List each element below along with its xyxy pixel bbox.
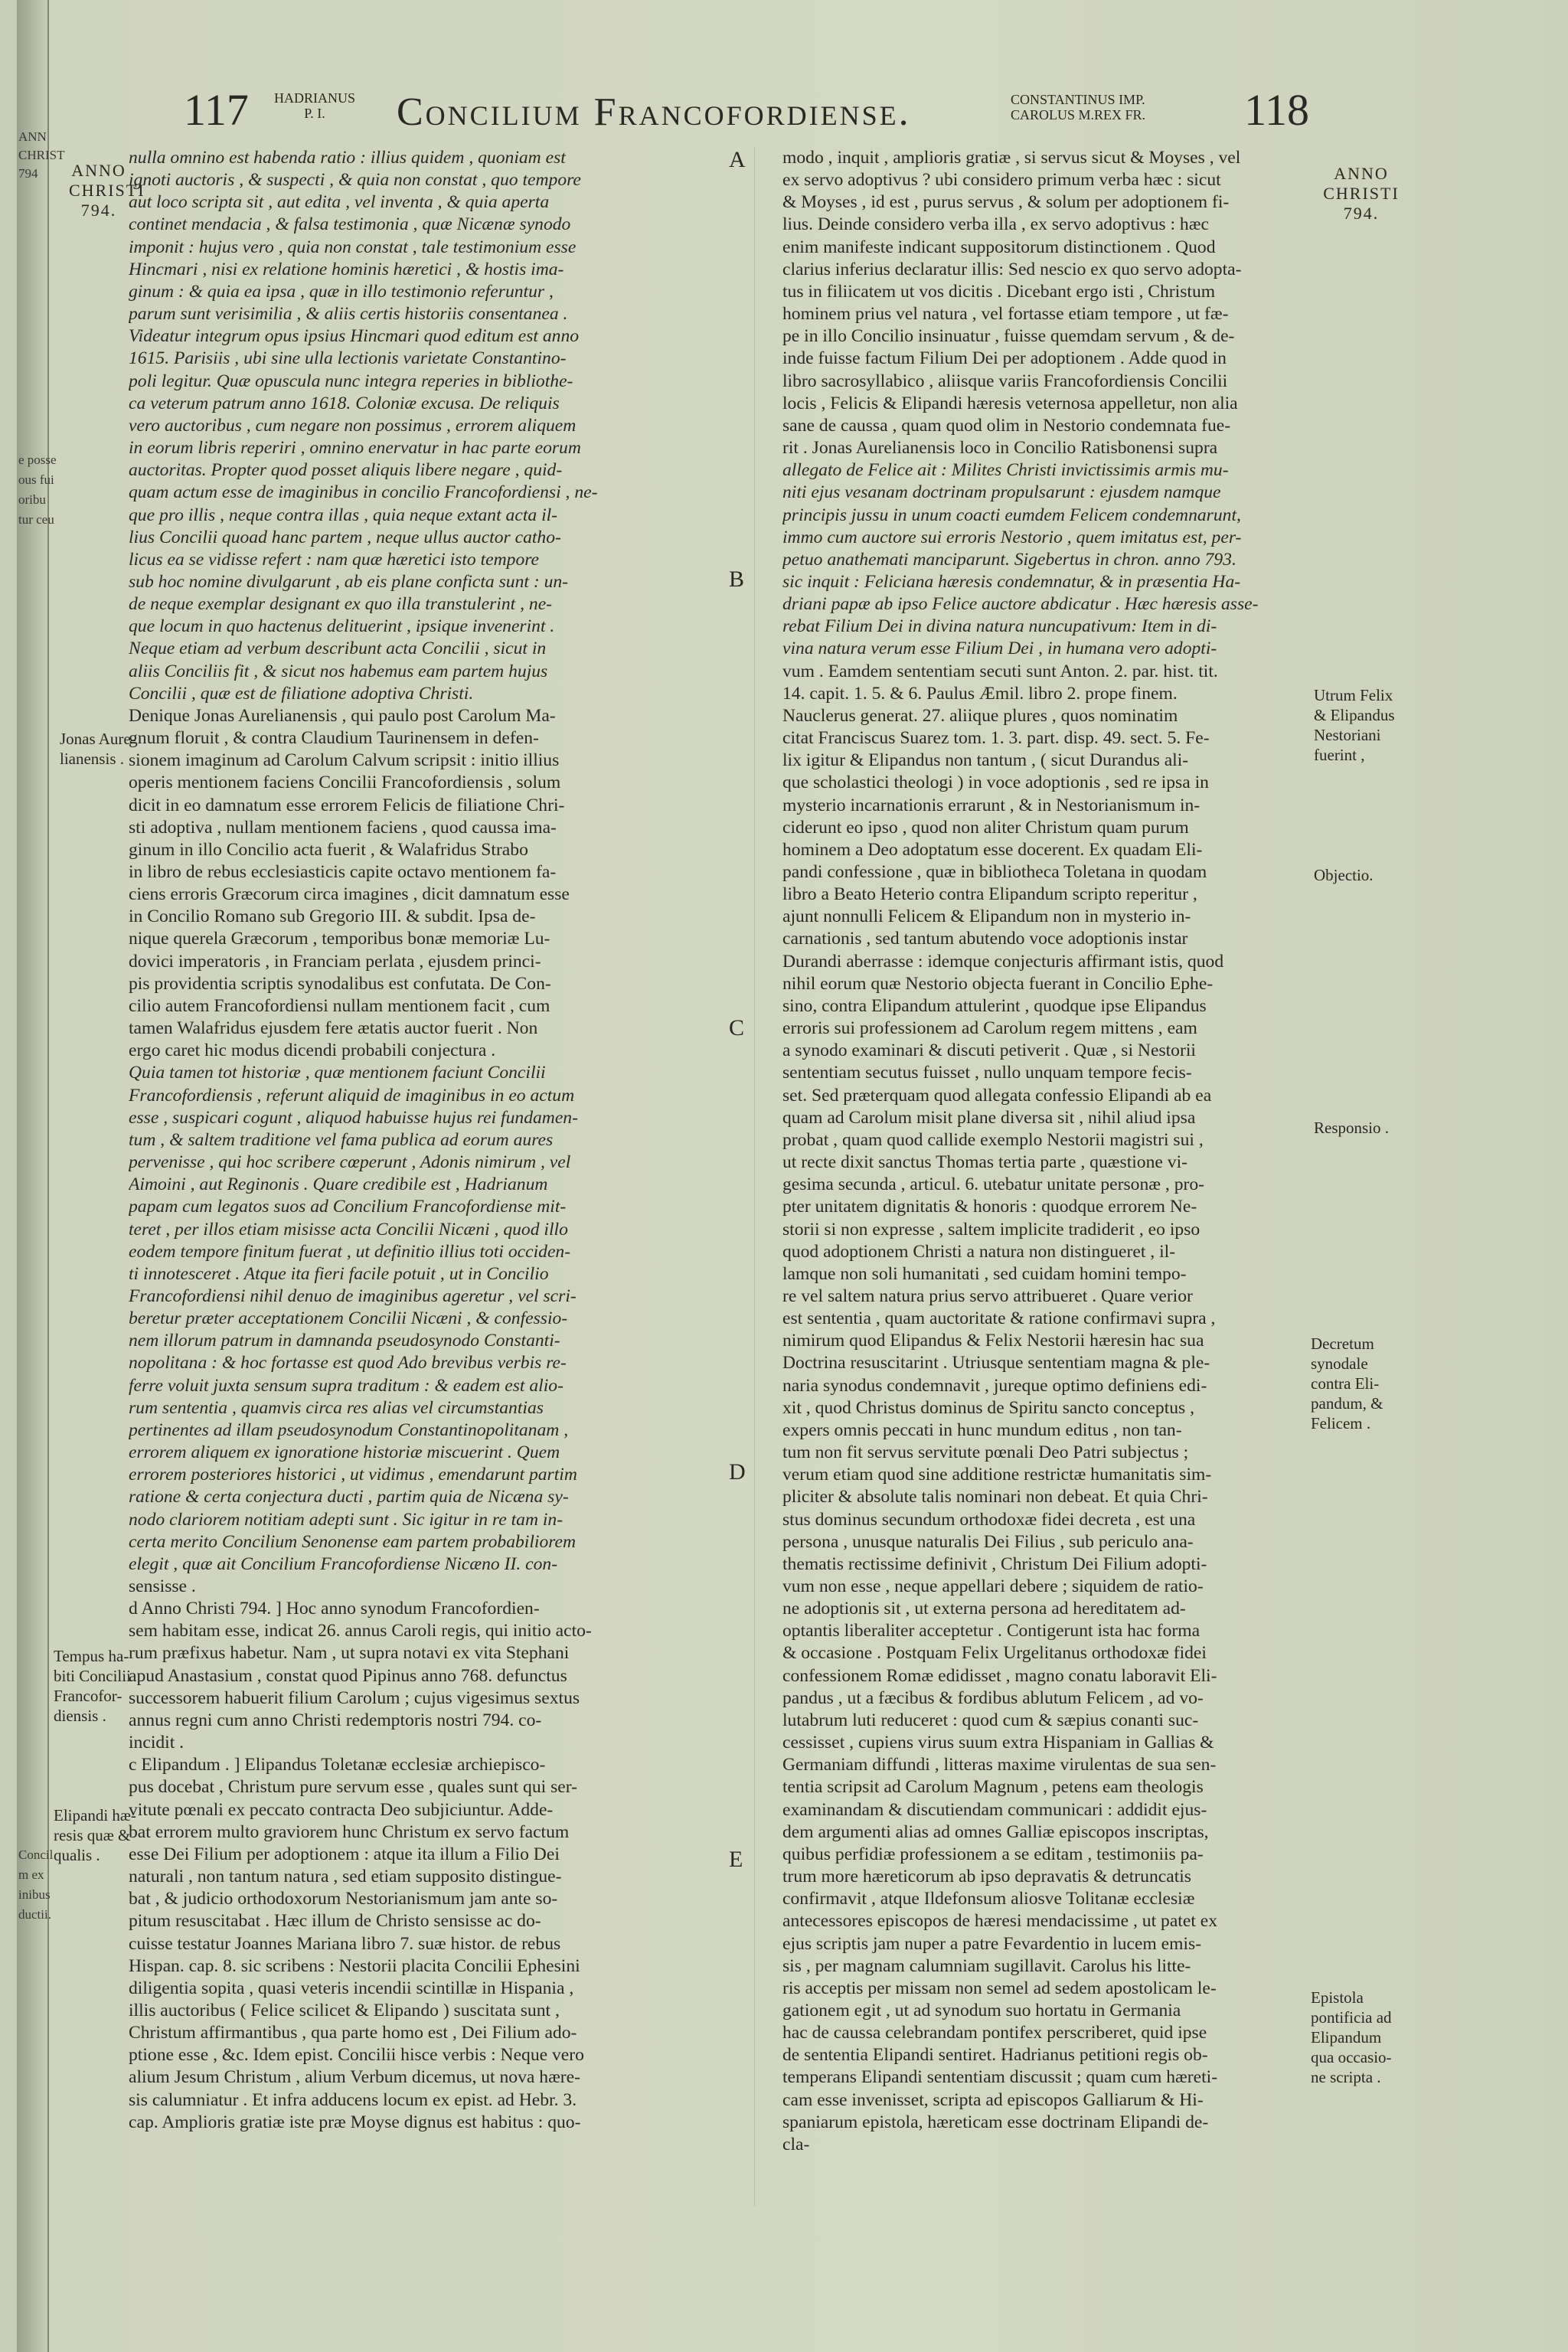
margin-note-line: Jonas Aure- [60, 730, 136, 748]
text-line: poli legitur. Quæ opuscula nunc integra reperies in bibliothe- [129, 371, 573, 391]
text-line: clarius inferius declaratur illis: Sed nescio ex quo servo adopta- [782, 259, 1242, 279]
margin-year-line: 794. [80, 201, 117, 220]
text-line: pus docebat , Christum pure servum esse , quales sunt qui ser- [129, 1777, 577, 1798]
text-line: allegato de Felice ait : Milites Christi invictissimis armis mu- [782, 460, 1229, 481]
margin-note-line: Responsio . [1314, 1119, 1390, 1137]
text-line: ciens erroris Græcorum circa imagines , dicit damnatum esse [129, 884, 570, 905]
text-line: mysterio incarnationis errarunt , & in Nestorianismum in- [782, 795, 1200, 815]
text-line: nulla omnino est habenda ratio : illius quidem , quoniam est [129, 148, 566, 168]
margin-note-line: pandum, & [1311, 1394, 1383, 1413]
text-line: elegit , quæ ait Concilium Francofordiense Nicæno II. con- [129, 1553, 558, 1574]
text-line: sis , per magnam calumniam sugillavit. Carolus his litte- [782, 1955, 1191, 1976]
text-line: vina natura verum esse Filium Dei , in humana vero adopti- [782, 639, 1217, 659]
text-line: libro a Beato Heterio contra Elipandum scripto reperitur , [782, 884, 1197, 905]
text-line: vum non esse , neque appellari debere ; siquidem de ratio- [782, 1576, 1204, 1596]
text-line: stus dominus secundum orthodoxæ fidei decreta , est una [782, 1509, 1196, 1530]
text-line: ergo caret hic modus dicendi probabili conjectura . [129, 1040, 496, 1061]
margin-note-line: qualis . [54, 1846, 100, 1864]
text-line: sti adoptiva , nullam mentionem faciens , quod caussa ima- [129, 817, 557, 838]
text-line: erroris sui professionem ad Carolum regem mittens , eam [782, 1018, 1197, 1039]
margin-year-line: CHRISTI [69, 181, 145, 200]
margin-note-utrum [1314, 685, 1395, 765]
text-line: gesima secunda , articul. 6. utebatur unitate personæ , pro- [782, 1174, 1205, 1195]
text-line: nem illorum patrum in damnanda pseudosynodo Constanti- [129, 1331, 560, 1351]
text-line: naria synodus condemnavit , jureque optimo definiens edi- [782, 1375, 1207, 1396]
margin-note-jonas [60, 729, 136, 769]
text-line: sem habitam esse, indicat 26. annus Caroli regis, qui initio acto- [129, 1621, 592, 1642]
text-line: cessisset , cupiens virus suum extra Hispaniam in Gallias & [782, 1733, 1214, 1753]
text-line: Denique Jonas Aurelianensis , qui paulo post Carolum Ma- [129, 705, 556, 726]
text-line: examinandam & discutiendam communicari : addidit ejus- [782, 1799, 1207, 1820]
text-line: immo cum auctore sui erroris Nestorio , quem imitatus est, per- [782, 527, 1242, 547]
text-line: de neque exemplar designant ex quo illa transtulerint , ne- [129, 594, 553, 615]
margin-note-line: biti Concilii [54, 1667, 131, 1685]
text-line: dovici imperatoris , in Franciam perlata , ejusdem princi- [129, 951, 541, 972]
margin-note-decretum [1311, 1334, 1383, 1433]
running-head-left [274, 90, 355, 121]
text-line: quam actum esse de imaginibus in concilio Francofordiensi , ne- [129, 482, 598, 503]
text-line: Hispan. cap. 8. sic scribens : Nestorii placita Concilii Ephesini [129, 1955, 580, 1976]
text-line: nodo clariorem notitiam adepti sunt . Sic igitur in re tam in- [129, 1509, 564, 1530]
text-line: est sententia , quam auctoritate & ratione confirmavi supra , [782, 1308, 1216, 1329]
text-line: naturali , non tantum natura , sed etiam supposito distingue- [129, 1867, 562, 1887]
text-line: Aimoini , aut Reginonis . Quare credibile est , Hadrianum [129, 1174, 548, 1195]
text-line: pandus , ut a fæcibus & fordibus ablutum Felicem , ad vo- [782, 1687, 1204, 1708]
section-letter-b: B [729, 567, 745, 592]
text-line: bat , & judicio orthodoxorum Nestorianismum jam ante so- [129, 1889, 558, 1909]
text-line: annus regni cum anno Christi redemptoris nostri 794. co- [129, 1710, 542, 1730]
text-line: Videatur integrum opus ipsius Hincmari quod editum est anno [129, 326, 580, 347]
text-line: locis , Felicis & Elipandi hæresis veternosa appelletur, non alia [782, 393, 1238, 413]
text-line: thematis rectissime definivit , Christum Dei Filium adopti- [782, 1553, 1207, 1574]
running-head-right [1011, 92, 1145, 122]
text-line: optantis liberaliter acceptetur . Contigerunt ista hac forma [782, 1621, 1200, 1642]
text-line: tentia scripsit ad Carolum Magnum , petens eam theologis [782, 1777, 1204, 1798]
margin-note-line: Elipandi hæ- [54, 1806, 136, 1824]
margin-note-line: diensis . [54, 1707, 106, 1725]
text-line: pertinentes ad illam pseudosynodum Constantinopolitanam , [129, 1419, 569, 1440]
text-column-right [782, 147, 1308, 2156]
text-line: Neque etiam ad verbum describunt acta Concilii , sicut in [129, 639, 547, 659]
text-line: antecessores episcopos de hæresi mendacissime , ut patet ex [782, 1911, 1218, 1932]
text-line: libro sacrosyllabico , aliisque variis Francofordiensis Concilii [782, 371, 1228, 391]
text-line: verum etiam quod sine additione restrictæ humanitatis sim- [782, 1465, 1212, 1485]
text-line: sub hoc nomine divulgarunt , ab eis plane conficta sunt : un- [129, 571, 569, 592]
page-number-right: 118 [1244, 85, 1309, 135]
text-line: citat Franciscus Suarez tom. 1. 3. part. disp. 49. sect. 5. Fe- [782, 728, 1210, 749]
text-line: hominem a Deo adoptatum esse docerent. Ex quadam Eli- [782, 839, 1203, 860]
running-head-line: P. I. [304, 106, 325, 121]
text-line: Francofordiensi nihil denuo de imaginibus ageretur , vel scri- [129, 1285, 577, 1306]
text-line: teret , per illos etiam misisse acta Concilii Nicæni , quod illo [129, 1219, 568, 1240]
strip-line: Concil [18, 1847, 54, 1862]
text-line: lix igitur & Elipandus non tantum , ( sicut Durandus ali- [782, 750, 1189, 771]
margin-note-tempus [54, 1646, 131, 1726]
text-line: nihil eorum quæ Nestorio objecta fuerant in Concilio Ephe- [782, 973, 1214, 994]
text-line: Quia tamen tot historiæ , quæ mentionem faciunt Concilii [129, 1063, 546, 1083]
margin-note-responsio [1314, 1118, 1389, 1138]
text-line: a synodo examinari & discuti petiverit . Quæ , si Nestorii [782, 1040, 1196, 1061]
text-line: pervenisse , qui hoc scribere cœperunt , Adonis nimirum , vel [129, 1152, 571, 1173]
text-line: pliciter & absolute talis nominari non debeat. Et quia Chri- [782, 1487, 1208, 1508]
text-line: driani papæ ab ipso Felice auctore abdicatur . Hæc hæresis asse- [782, 594, 1259, 615]
text-line: xit , quod Christus dominus de Spiritu sancto conceptus , [782, 1397, 1195, 1418]
text-line: ex servo adoptivus ? ubi considero primum verba hæc : sicut [782, 170, 1221, 191]
text-line: nopolitana : & hoc fortasse est quod Ado brevibus verbis re- [129, 1353, 567, 1374]
text-line: tum , & saltem traditione vel fama publica ad eorum aures [129, 1129, 554, 1150]
margin-note-line: lianensis . [60, 750, 124, 768]
margin-note-line: Decretum [1311, 1334, 1374, 1353]
strip-line: 794 [18, 166, 38, 181]
margin-year-line: CHRISTI [1323, 184, 1400, 203]
text-line: rum sententia , quamvis circa res alias vel circumstantias [129, 1397, 544, 1418]
text-line: enim manifeste indicant suppositorum distinctionem . Quod [782, 237, 1216, 257]
text-line: imponit : hujus vero , quia non constat , tale testimonium esse [129, 237, 577, 257]
text-line: ginum : & quia ea ipsa , quæ in illo testimonio referuntur , [129, 281, 554, 302]
text-line: aliis Conciliis fit , & sicut nos habemus eam partem hujus [129, 661, 548, 681]
text-line: pis providentia scriptis synodalibus est confutata. De Con- [129, 973, 551, 994]
text-line: sensisse . [129, 1576, 196, 1596]
text-line: carnationis , sed tantum abutendo voce adoptionis instar [782, 929, 1188, 949]
text-line: persona , unusque naturalis Dei Filius , sub periculo ana- [782, 1531, 1194, 1552]
text-line: auctoritas. Propter quod posset aliquis libere negare , quid- [129, 460, 563, 481]
text-line: cap. Amplioris gratiæ iste præ Moyse dignus est habitus : quo- [129, 2112, 581, 2132]
text-line: aut loco scripta sit , aut edita , vel inventa , & quia aperta [129, 192, 550, 213]
text-line: cla- [782, 2134, 810, 2154]
text-line: sino, contra Elipandum attulerint , quodque ipse Elipandus [782, 995, 1207, 1016]
text-line: sane de caussa , quam quod olim in Nestorio condemnata fue- [782, 415, 1231, 436]
text-line: ne adoptionis sit , ut externa persona ad hereditatem ad- [782, 1599, 1186, 1619]
margin-note-line: ne scripta . [1311, 2068, 1381, 2086]
section-letter-d: D [729, 1459, 746, 1485]
margin-year-right [1315, 164, 1407, 224]
text-line: nique querela Græcorum , temporibus bonæ memoriæ Lu- [129, 929, 550, 949]
text-line: & occasione . Postquam Felix Urgelitanus orthodoxæ fidei [782, 1643, 1207, 1664]
text-line: incidit . [129, 1733, 185, 1753]
text-line: ca veterum patrum anno 1618. Coloniæ excusa. De reliquis [129, 393, 560, 413]
text-line: quam ad Carolum misit plane diversa sit , nihil aliud ipsa [782, 1107, 1196, 1128]
text-line: principis jussu in unum coacti eumdem Felicem condemnarunt, [782, 505, 1241, 525]
text-line: ti innotesceret . Atque ita fieri facile potuit , ut in Concilio [129, 1263, 549, 1284]
text-line: re vel saltem natura prius servo attribueret . Quare verior [782, 1285, 1193, 1306]
strip-line: tur ceu [18, 512, 54, 527]
text-line: temperans Elipandi sententiam discussit ; quam cum hæreti- [782, 2067, 1218, 2088]
margin-note-line: qua occasio- [1311, 2048, 1392, 2066]
text-line: set. Sed præterquam quod allegata confessio Elipandi ab ea [782, 1085, 1212, 1106]
text-line: ejus scriptis jam nuper a patre Fevardentio in lucem emis- [782, 1933, 1202, 1954]
text-line: alium Jesum Christum , alium Verbum dicemus, ut nova hære- [129, 2067, 580, 2088]
text-line: diligentia sopita , quasi veteris incendii scintillæ in Hispania , [129, 1978, 574, 1998]
running-head-line: CONSTANTINUS IMP. [1011, 92, 1145, 107]
text-line: in Concilio Romano sub Gregorio III. & subdit. Ipsa de- [129, 906, 536, 927]
margin-note-line: Nestoriani [1314, 726, 1381, 744]
section-letter-a: A [729, 147, 746, 172]
text-line: apud Anastasium , constat quod Pipinus anno 768. defunctus [129, 1665, 567, 1686]
margin-note-line: Utrum Felix [1314, 686, 1393, 704]
margin-year-line: ANNO [1334, 164, 1389, 183]
text-line: lamque non soli humanitati , sed cuidam homini tempo- [782, 1263, 1187, 1284]
text-line: in libro de rebus ecclesiasticis capite octavo mentionem fa- [129, 862, 557, 882]
text-line: lutabrum luti reduceret : quod cum & sæpius conanti suc- [782, 1710, 1199, 1730]
margin-note-line: synodale [1311, 1354, 1368, 1373]
strip-line: ous fui [18, 472, 54, 487]
text-line: sis calumniatur . Et infra adducens locum ex epist. ad Hebr. 3. [129, 2089, 577, 2110]
text-line: beretur præter acceptationem Concilii Nicæni , & confessio- [129, 1308, 568, 1329]
margin-note-line: Epistola [1311, 1988, 1364, 2007]
text-line: cam esse invenisset, scripta ad episcopos Galliarum & Hi- [782, 2089, 1204, 2110]
text-line: sic inquit : Feliciana hæresis condemnatur, & in præsentia Ha- [782, 571, 1241, 592]
text-line: Francofordiensis , referunt aliquid de imaginibus in eo actum [129, 1085, 575, 1106]
margin-note-epistola [1311, 1988, 1392, 2087]
text-line: pandi confessione , quæ in bibliotheca Toletana in quodam [782, 862, 1207, 882]
text-line: Durandi aberrasse : idemque conjecturis affirmant istis, quod [782, 951, 1224, 972]
text-line: petuo anathemati manciparunt. Sigebertus in chron. anno 793. [782, 549, 1236, 570]
text-line: que scholastici theologi ) in voce adoptionis , sed re ipsa in [782, 773, 1209, 793]
text-line: certa merito Concilium Senonense eam partem probabiliorem [129, 1531, 577, 1552]
text-line: vum . Eamdem sententiam secuti sunt Anton. 2. par. hist. tit. [782, 661, 1218, 681]
running-head-line: CAROLUS M.REX FR. [1011, 107, 1146, 122]
margin-note-line: & Elipandus [1314, 706, 1395, 724]
text-line: tamen Walafridus ejusdem fere ætatis auctor fuerit . Non [129, 1018, 538, 1039]
text-line: dem argumenti alias ad omnes Galliæ episcopos inscriptas, [782, 1821, 1209, 1842]
text-line: pitum resuscitabat . Hæc illum de Christo sensisse ac do- [129, 1911, 541, 1932]
text-line: d Anno Christi 794. ] Hoc anno synodum Francofordien- [129, 1599, 540, 1619]
strip-line: m ex [18, 1867, 44, 1882]
text-line: sionem imaginum ad Carolum Calvum scripsit : initio illius [129, 750, 560, 771]
text-line: errorem posteriores historici , ut vidimus , emendarunt partim [129, 1465, 577, 1485]
margin-note-line: Objectio. [1314, 866, 1374, 884]
strip-line: ANN [18, 129, 47, 144]
text-line: que pro illis , neque contra illas , quia neque extant acta il- [129, 505, 558, 525]
text-line: ris acceptis per missam non semel ad sedem apostolicam le- [782, 1978, 1217, 1998]
text-line: Nauclerus generat. 27. aliique plures , quos nominatim [782, 705, 1178, 726]
text-line: confirmavit , atque Ildefonsum aliosve Tolitanæ ecclesiæ [782, 1889, 1195, 1909]
text-line: modo , inquit , amplioris gratiæ , si servus sicut & Moyses , vel [782, 148, 1241, 168]
strip-line: oribu [18, 492, 46, 507]
text-line: vitute pœnali ex peccato contracta Deo subjiciuntur. Adde- [129, 1799, 554, 1820]
text-line: & Moyses , id est , purus servus , & solum per adoptionem fi- [782, 192, 1230, 213]
text-line: successorem habuerit filium Carolum ; cujus vigesimus sextus [129, 1687, 580, 1708]
text-line: quod adoptionem Christi a natura non distingueret , il- [782, 1241, 1176, 1262]
text-line: operis mentionem faciens Concilii Francofordiensis , solum [129, 773, 561, 793]
text-line: pter unitatem dignitatis & honoris : quodque errorem Ne- [782, 1197, 1197, 1217]
text-line: rebat Filium Dei in divina natura nuncupativum: Item in di- [782, 616, 1217, 637]
strip-line: inibus [18, 1887, 51, 1902]
page-title: Concilium Francofordiense. [397, 90, 911, 134]
text-line: ginum in illo Concilio acta fuerit , & Walafridus Strabo [129, 839, 528, 860]
text-line: 1615. Parisiis , ubi sine ulla lectionis varietate Constantino- [129, 348, 567, 369]
text-line: sententiam secutus fuisset , nullo unquam tempore fecis- [782, 1063, 1192, 1083]
text-line: ptione esse , &c. Idem epist. Concilii hisce verbis : Neque vero [129, 2045, 584, 2066]
margin-year-line: 794. [1343, 204, 1380, 223]
text-line: tus in filiicatem ut vos dicitis . Dicebant ergo isti , Christum [782, 281, 1216, 302]
text-line: continet mendacia , & falsa testimonia , quæ Nicænæ synodo [129, 214, 571, 235]
text-line: eodem tempore finitum fuerat , ut definitio illius toti occiden- [129, 1241, 571, 1262]
text-line: inde fuisse factum Filium Dei per adoptionem . Adde quod in [782, 348, 1227, 369]
text-line: ut recte dixit sanctus Thomas tertia parte , quæstione vi- [782, 1152, 1187, 1173]
text-line: hac de caussa celebrandam pontifex perscriberet, quid ipse [782, 2023, 1207, 2043]
section-letter-c: C [729, 1015, 745, 1040]
margin-note-line: Tempus ha- [54, 1647, 129, 1665]
text-line: spaniarum epistola, hæreticam esse doctrinam Elipandi de- [782, 2112, 1209, 2132]
text-line: in eorum libris reperiri , omnino enervatur in hac parte eorum [129, 438, 581, 459]
text-line: cilio autem Francofordiensi nullam mentionem facit , cum [129, 995, 550, 1016]
text-line: licus ea se vidisse refert : nam quæ hæretici isto tempore [129, 549, 540, 570]
text-line: rum præfixus habetur. Nam , ut supra notavi ex vita Stephani [129, 1643, 570, 1664]
strip-line: e posse [18, 452, 57, 467]
text-line: Germaniam diffundi , litteras maxime virulentas de sua sen- [782, 1755, 1217, 1775]
text-line: esse , suspicari cogunt , aliquod habuisse hujus rei fundamen- [129, 1107, 578, 1128]
text-line: ignoti auctoris , & suspecti , & quia non constat , quo tempore [129, 170, 581, 191]
text-line: lius Concilii quoad hanc partem , neque ullus auctor catho- [129, 527, 561, 547]
text-line: papam cum legatos suos ad Concilium Francofordiense mit- [129, 1197, 567, 1217]
facing-page-edge [17, 0, 65, 2352]
text-line: nimirum quod Elipandus & Felix Nestorii hæresin hac sua [782, 1331, 1204, 1351]
text-line: Christum affirmantibus , qua parte homo est , Dei Filium ado- [129, 2023, 577, 2043]
text-line: rit . Jonas Aurelianensis loco in Concilio Ratisbonensi supra [782, 438, 1218, 459]
text-line: confessionem Romæ edidisset , magno conatu laboravit Eli- [782, 1665, 1217, 1686]
text-line: ciderunt eo ipso , quod non aliter Christum quam purum [782, 817, 1189, 838]
text-line: Concilii , quæ est de filiatione adoptiva Christi. [129, 683, 474, 704]
section-letter-e: E [729, 1847, 743, 1872]
text-line: dicit in eo damnatum esse errorem Felicis de filiatione Chri- [129, 795, 565, 815]
page-number-left: 117 [184, 85, 249, 135]
margin-note-line: resis quæ & [54, 1826, 131, 1844]
text-line: trum more hæreticorum ab ipso depravatis & detruncatis [782, 1867, 1191, 1887]
text-line: tum non fit servus servitute pœnali Deo Patri subjectus ; [782, 1442, 1189, 1463]
margin-note-line: Francofor- [54, 1687, 122, 1705]
text-line: expers omnis peccati in hunc mundum editus , non tan- [782, 1419, 1182, 1440]
text-line: vero auctoribus , cum negare non possimus , errorem aliquem [129, 415, 577, 436]
margin-note-line: pontificia ad [1311, 2008, 1392, 2027]
text-line: que locum in quo hactenus delituerint , ipsique invenerint . [129, 616, 555, 637]
page-header [184, 85, 1309, 139]
text-line: errorem aliquem ex ignoratione historiæ miscuerint . Quem [129, 1442, 560, 1463]
text-line: pe in illo Concilio insinuatur , fuisse quemdam servum , & de- [782, 326, 1235, 347]
margin-year-line: ANNO [71, 161, 126, 180]
text-line: 14. capit. 1. 5. & 6. Paulus Æmil. libro 2. prope finem. [782, 683, 1178, 704]
margin-note-line: Elipandum [1311, 2028, 1382, 2047]
text-line: Doctrina resuscitarint . Utriusque sententiam magna & ple- [782, 1353, 1210, 1374]
text-line: niti ejus vesanam doctrinam propulsarunt : ejusdem namque [782, 482, 1221, 503]
text-line: hominem prius vel natura , vel fortasse etiam tempore , ut fæ- [782, 304, 1229, 325]
margin-year-left [69, 161, 145, 220]
text-line: c Elipandum . ] Elipandus Toletanæ ecclesiæ archiepisco- [129, 1755, 546, 1775]
margin-note-line: contra Eli- [1311, 1374, 1380, 1393]
text-line: parum sunt verisimilia , & aliis certis historiis consentanea . [129, 304, 568, 325]
text-column-left [129, 147, 727, 2134]
margin-note-line: fuerint , [1314, 746, 1365, 764]
margin-note-line: Felicem . [1311, 1414, 1371, 1432]
running-head-line: HADRIANUS [274, 90, 356, 106]
margin-note-objectio [1314, 865, 1374, 885]
text-line: bat errorem multo graviorem hunc Christum ex servo factum [129, 1821, 570, 1842]
text-line: storii si non expresse , saltem implicite tradiderit , eo ipso [782, 1219, 1200, 1240]
text-line: esse Dei Filium per adoptionem : atque ita illum a Filio Dei [129, 1844, 560, 1864]
strip-line: ductii. [18, 1907, 51, 1922]
text-line: de sententia Elipandi sentiret. Hadrianus petitioni regis ob- [782, 2045, 1208, 2066]
text-line: ajunt nonnulli Felicem & Elipandum non in mysterio in- [782, 906, 1191, 927]
text-line: cuisse testatur Joannes Mariana libro 7. suæ histor. de rebus [129, 1933, 561, 1954]
text-line: quibus perfidiæ professionem a se editam , testimoniis pa- [782, 1844, 1204, 1864]
text-line: gationem egit , ut ad synodum suo hortatu in Germania [782, 2000, 1181, 2020]
text-line: gnum floruit , & contra Claudium Taurinensem in defen- [129, 728, 539, 749]
text-line: lius. Deinde considero verba illa , ex servo adoptivus : hæc [782, 214, 1209, 235]
column-gutter [754, 147, 755, 2207]
text-line: ferre voluit juxta sensum supra traditum : & eadem est alio- [129, 1375, 564, 1396]
margin-note-elipandi [54, 1805, 136, 1865]
text-line: Hincmari , nisi ex relatione hominis hæretici , & hostis ima- [129, 259, 564, 279]
text-line: illis auctoribus ( Felice scilicet & Elipando ) suscitata sunt , [129, 2000, 560, 2020]
strip-line: CHRIST [18, 148, 65, 162]
text-line: probat , quam quod callide exemplo Nestorii magistri sui , [782, 1129, 1204, 1150]
text-line: ratione & certa conjectura ducti , partim quia de Nicæna sy- [129, 1487, 569, 1508]
